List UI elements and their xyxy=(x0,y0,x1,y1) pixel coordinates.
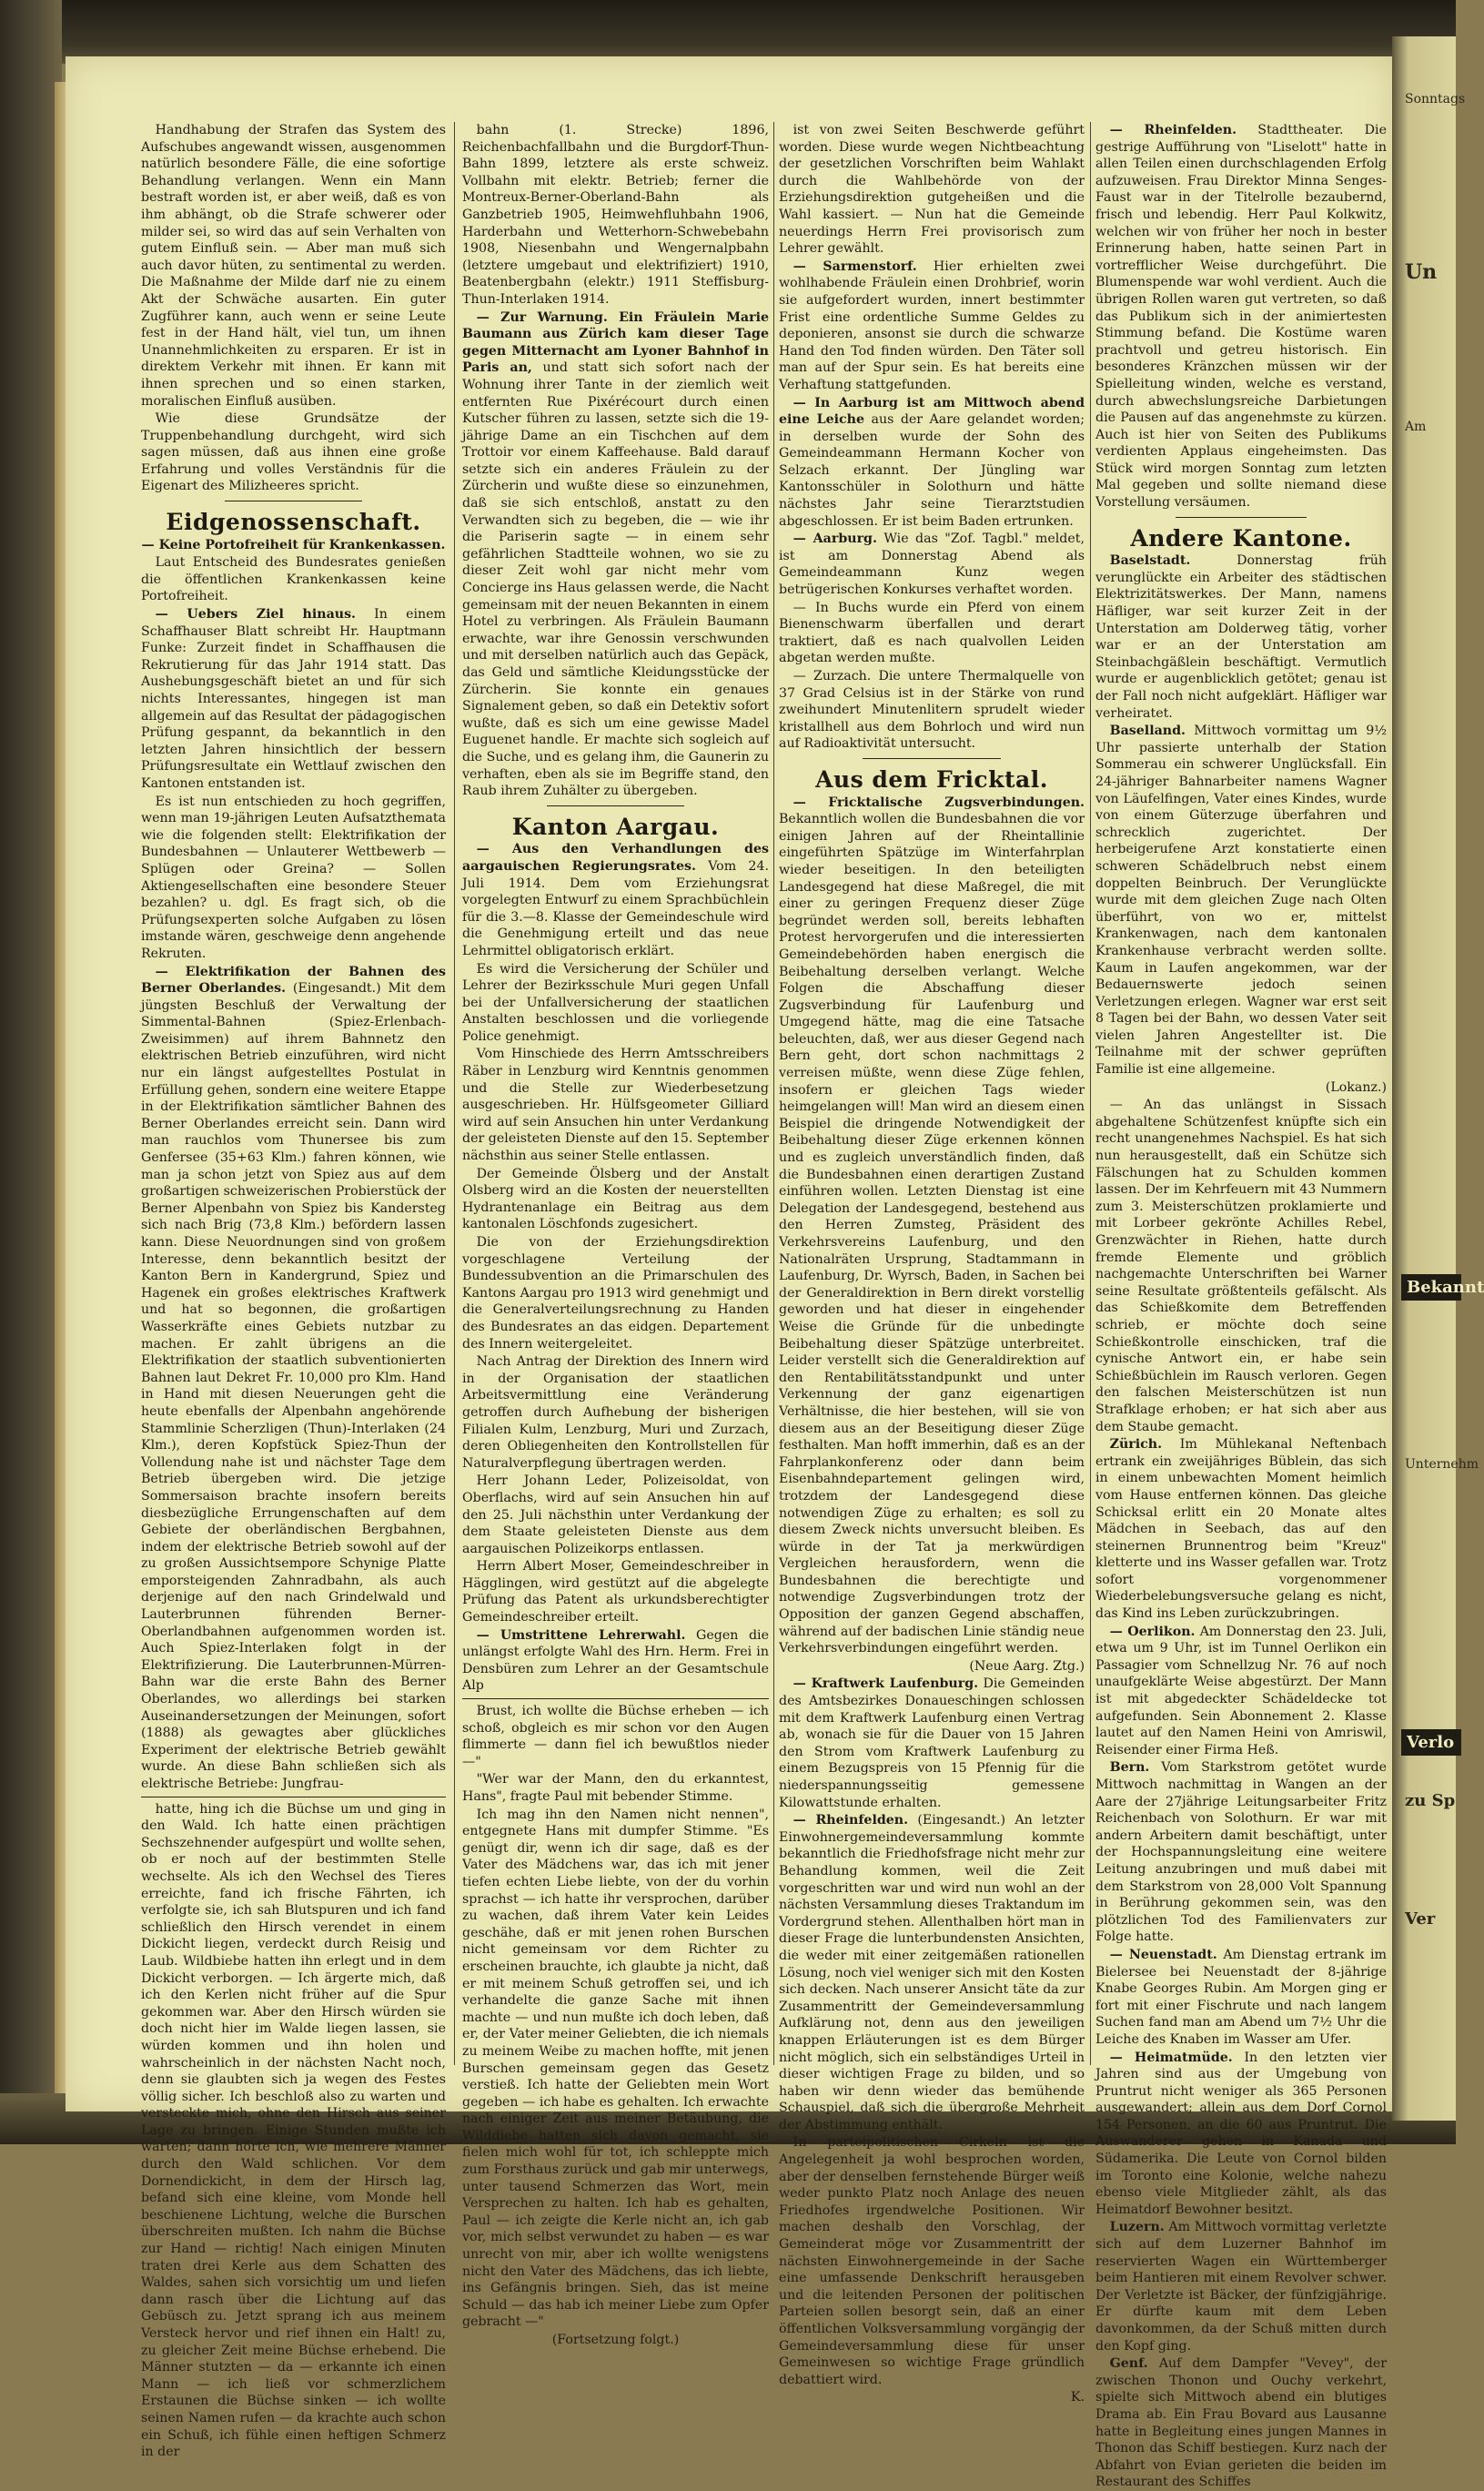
article-text: Die von der Erziehungsdirektion vorgeschlagene Verteilung der Bundessubvention an die Primarschulen des Kantons Aargau pro 1913 wird genehmigt und die Generalverteilungsrechnung zu Handen des Bundesrates an das eidgen. Departement des Innern weitergeleitet. xyxy=(462,1235,769,1352)
section-rule xyxy=(863,758,1000,759)
author-signature: K. xyxy=(1070,2390,1085,2405)
article-lead: Baselstadt. xyxy=(1109,553,1191,569)
article-text: (Eingesandt.) An letzter Einwohnergemeindeversammlung kommte bekanntlich die Friedhofsfrage nicht mehr zur Behandlung kommen, weil die Zeit vorgeschritten war und wird nun wohl an der nächsten Versammlung dieses Traktandum im Vordergrund stehen. Allenthalben hört man in dieser Frage die lunterbundensten Ansichten, die weder mit einer zeitgemäßen rationellen Lösung, noch viel weniger sich mit den Kosten sich decken. Nach unserer Ansicht täte da zur Zusammentritt der Gemeindeversammlung Aufklärung not, denn aus den jeweiligen knappen Erläuterungen ist es dem Bürger nicht möglich, sich ein selbständiges Urteil in dieser wichtigen Frage zu bilden, und so haben wir denn wieder das bemühende Schauspiel, daß sich die übergroße Mehrheit der Abstimmung enthält. xyxy=(779,1813,1085,2132)
article-lead: Luzern. xyxy=(1109,2220,1165,2235)
article-lead: — Zur Warnung. Ein Fräulein Marie Baumann aus Zürich kam dieser Tage gegen Mitternacht am Lyoner Bahnhof in Paris an, xyxy=(462,309,769,376)
article-lead: — Elektrifikation der Bahnen des Berner Oberlandes. xyxy=(141,964,446,997)
article-text: Stadttheater. Die gestrige Aufführung von "Liselott" hatte in allen Teilen einen durchschlagenden Erfolg aufzuweisen. Frau Direktor Minna Senges-Faust war in der Titelrolle bezaubernd, frisch und lebendig. Herr Paul Kolkwitz, welchen wir von früher her noch in bester Erinnerung haben, hatte seinen Part in vortrefflicher Weise durchgeführt. Die Blumenspende war wohl verdient. Auch die übrigen Rollen waren gut vertreten, so daß das Publikum sich in der animiertesten Stimmung befand. Die Kostüme waren prachtvoll und getreu historisch. Ein besonderes Kränzchen müssen wir der Spielleitung winden, welche es verstand, durch abwechslungsreiche Darbietungen die Pausen auf das angenehmste zu kürzen. Auch ist hier von Seiten des Publikums verdienten Applaus eingeheimsten. Das Stück wird morgen Sonntag zum letzten Mal gegeben und sollte niemand diese Vorstellung versäumen. xyxy=(1095,123,1387,511)
article-lead: — Rheinfelden. xyxy=(792,1813,909,1828)
article-lead: — Umstrittene Lehrerwahl. xyxy=(476,1627,686,1643)
edge-fragment: zu Sp xyxy=(1405,1791,1456,1810)
article-text: Vom 24. Juli 1914. Dem vom Erziehungsrat vorgelegten Entwurf zu einem Sprachbüchlein für die 3.—8. Klasse der Gemeindeschule wird die Genehmigung erteilt und das neue Lehrmittel obligatorisch erklärt. xyxy=(462,858,769,958)
article-text: Wie diese Grundsätze der Truppenbehandlung durchgeht, wird sich sagen müssen, daß aus ihnen eine große Erfahrung und volles Verständnis für die Eigenart des Milizheeres spricht. xyxy=(141,411,446,494)
article-lead: — Aus den Verhandlungen des aargauischen Regierungsrates. xyxy=(462,842,769,874)
article-text: Am Dienstag ertrank im Bielersee bei Neuenstadt der 8-jährige Knabe Georges Rubin. Am Morgen ging er fort mit einer Fischrute und nach langem Suchen fand man am Abend um 7½ Uhr die Leiche des Knaben im Wasser am Ufer. xyxy=(1095,1947,1387,2047)
article-text: Es ist nun entschieden zu hoch gegriffen, wenn man 19-jährigen Leuten Aufsatzthemata wie die folgenden stellt: Elektrifikation der Bundesbahnen — Unlauterer Wettbewerb — Splügen oder Greina? — Sollen Aktiengesellschaften eine besondere Steuer bezahlen? u. dgl. Es fragt sich, ob die Prüfungsexperten solche Aufgaben zu lösen imstande wären, geschweige denn angehende Rekruten. xyxy=(141,794,446,961)
article-lead: — Uebers Ziel hinaus. xyxy=(155,607,356,623)
article-lead: — Rheinfelden. xyxy=(1109,123,1237,137)
adjacent-page-edge xyxy=(1392,36,1484,2121)
feuilleton-text: "Wer war der Mann, den du erkanntest, Hans", fragte Paul mit bebender Stimme. xyxy=(462,1772,769,1804)
continuation-note: (Fortsetzung folgt.) xyxy=(551,2333,680,2347)
article-lead: — Keine Portofreiheit für Krankenkassen. xyxy=(141,537,446,552)
scan-top-edge xyxy=(0,0,1456,64)
column-1 xyxy=(141,122,446,2460)
article-text: Mittwoch vormittag um 9½ Uhr passierte unterhalb der Station Sommerau ein schwerer Unglücksfall. Ein 24-jähriger Bahnarbeiter namens Wagner von Läufelfingen, Vater eines Kindes, wurde von einem Güterzuge überfahren und schrecklich zugerichtet. Der herbeigerufene Arzt konstatierte einen schweren Schädelbruch nebst einem doppelten Beinbruch. Der Verunglückte wurde mit dem gleichen Zuge nach Olten überführt, von wo er, mittelst Krankenwagen, nach dem kantonalen Krankenhause verbracht werden sollte. Kaum in Laufen angekommen, war der Bedauernswerte jedoch seinen Verletzungen erlegen. Wagner war erst seit 8 Tagen bei der Bahn, wo dessen Vater seit vielen Jahren Angestellter ist. Die Teilnahme mit der schwer geprüften Familie ist eine allgemeine. xyxy=(1095,724,1388,1078)
article-text: Am Mittwoch vormittag verletzte sich auf dem Luzerner Bahnhof im reservierten Wagen ein Württemberger beim Hantieren mit einem Revolver schwer. Der Verletzte ist Bäcker, der fünfzigjährige. Er dürfte kaum mit dem Leben davonkommen, da der Schuß mitten durch den Kopf ging. xyxy=(1095,2220,1387,2354)
section-heading: Andere Kantone. xyxy=(1130,524,1352,552)
column-4 xyxy=(1095,122,1388,2490)
edge-fragment: Am xyxy=(1405,420,1427,434)
scan-left-shadow xyxy=(0,0,62,2144)
article-text: Herrn Albert Moser, Gemeindeschreiber in Hägglingen, wird gestützt auf die abgelegte Prüfung das Patent als urkundsberechtigter Gemeindeschreiber erteilt. xyxy=(462,1559,769,1625)
article-text: Der Gemeinde Ölsberg und der Anstalt Olsberg wird an die Kosten der neuerstellten Hydrantenanlage ein Beitrag aus dem kantonalen Löschfonds zugesichert. xyxy=(462,1166,769,1232)
source-note: (Lokanz.) xyxy=(1325,1079,1387,1095)
article-text: Nach Antrag der Direktion des Innern wird in der Organisation der staatlichen Arbeitsvermittlung eine Veränderung getroffen durch Aufhebung der bisherigen Filialen Kulm, Lenzburg, Muri und Zurzach, deren Obliegenheiten den Kontrollstellen für Naturalverpflegung übertragen werden. xyxy=(462,1354,769,1471)
article-text: Vom Hinschiede des Herrn Amtsschreibers Räber in Lenzburg wird Kenntnis genommen und die Stelle zur Wiederbesetzung ausgeschrieben. Hr. Hülfsgeometer Gilliard wird auf sein Ansuchen hin unter Verdankung der geleisteten Dienste auf den 15. September nächsthin aus seiner Stelle entlassen. xyxy=(462,1047,769,1164)
article-text: Gegen die unlängst erfolgte Wahl des Hrn. Herm. Frei in Densbüren zum Lehrer an der Gesamtschule Alp xyxy=(462,1627,769,1694)
article-text: Auf dem Dampfer "Vevey", der zwischen Thonon und Ouchy verkehrt, spielte sich Mittwoch abend ein blutiges Drama ab. Ein Frau Bovard aus Lausanne hatte in Begleitung eines jungen Mannes in Thonon das Schiff bestiegen. Kurz nach der Abfahrt von Evian gerieten die beiden im Restaurant des Schiffes xyxy=(1095,2356,1387,2490)
section-heading: Aus dem Fricktal. xyxy=(815,765,1048,793)
section-rule xyxy=(547,805,685,806)
article-text: Hier erhielten zwei wohlhabende Fräulein einen Drohbrief, worin sie aufgefordert wurden, innert bestimmter Frist eine ordentliche Summe Geldes zu deponieren, ansonst sie durch die schwarze Hand den Tod finden würden. Den Täter soll man auf der Spur sein. Es hat bereits eine Verhaftung stattgefunden. xyxy=(779,258,1085,392)
column-divider xyxy=(454,122,455,2065)
section-heading: Eidgenossenschaft. xyxy=(166,509,421,536)
article-lead: — In Aarburg ist am Mittwoch abend eine Leiche xyxy=(779,395,1085,428)
article-text: Bekanntlich wollen die Bundesbahnen die vor einigen Jahren auf der Rheintallinie eingeführten Spätzüge im Winterfahrplan wieder beseitigen. In den beteiligten Landesgegend hat diese Maßregel, die mit einer zu geringen Frequenz dieser Züge begründet werden soll, bereits lebhaften Protest hervorgerufen und die interessierten Gemeindebehörden haben energisch die Beibehaltung derselben verlangt. Welche Folgen die Abschaffung dieser Zugsverbindung für Laufenburg und Umgegend hätte, mag die eine Tatsache beleuchten, daß, wer aus dieser Gegend nach Bern geht, dort schon nachmittags 2 verreisen müßte, wenn diese Züge fehlen, insofern er gleichen Tags wieder heimgelangen will! Man wird an diesem einen Beispiel die dringende Notwendigkeit der Beibehaltung dieser Züge erkennen können und es zugleich unverständlich finden, daß die Bundesbahnen einen derartigen Zustand einführen wollen. Letzten Dienstag ist eine Delegation der Landesgegend, bestehend aus den Herren Zumsteg, Präsident des Verkehrsvereins Laufenburg, und den Nationalräten Ursprung, Stadtammann in Laufenburg, Dr. Wyrsch, Baden, in Sachen bei der Generaldirektion in Bern direkt vorstellig geworden und hat dieser in eingehender Weise die Gründe für die unbedingte Beibehaltung dieser Spätzüge unterbreitet. Leider verstellt sich die Generaldirektion auf den Rentabilitätsstandpunkt und unter Verkennung der ganz eigenartigen Verhältnisse, die hier bestehen, will sie von diesem aus an der Beseitigung dieser Züge festhalten. Man hofft immerhin, daß es an der Fahrplankonferenz oder dann beim Eisenbahndepartement gelingen wird, trotzdem der Landesgegend diese notwendigen Züge zu erhalten; es soll zu diesem Zweck nichts unversucht bleiben. Es würde in der Tat ja merkwürdigen Vergleichen herausfordern, wenn die Bundesbahnen die berechtigte und notwendige Zugsverbindungen trotz der Opposition der ganzen Gegend abschaffen, während auf der badischen Linie ständig neue Verkehrsverbindungen eingeführt werden. xyxy=(779,812,1085,1656)
edge-fragment: Unternehm xyxy=(1405,1457,1479,1472)
article-lead: — Kraftwerk Laufenburg. xyxy=(792,1676,979,1692)
edge-fragment: Un xyxy=(1405,260,1438,284)
feuilleton-rule xyxy=(462,1698,769,1699)
column-divider xyxy=(773,122,774,2065)
article-text: In einem Schaffhauser Blatt schreibt Hr. Hauptmann Funke: Zurzeit findet in Schaffhausen die Rekrutierung für das Jahr 1914 statt. Das Aushebungsgeschäft bietet an und für sich nichts Interessantes, hingegen ist man allgemein auf das Resultat der pädagogischen Prüfung gespannt, da bekanntlich in den letzten Jahren hinsichtlich der bessern Prüfungsresultate ein Wettlauf zwischen den Kantonen entstanden ist. xyxy=(141,607,446,791)
edge-fragment: Sonntags xyxy=(1405,92,1466,106)
column-divider xyxy=(1090,122,1091,2065)
feuilleton-text: Ich mag ihn den Namen nicht nennen", entgegnete Hans mit dumpfer Stimme. "Es genügt dir, wenn ich dir sage, daß es der Vater des Mädchens war, das ich mit jener tiefen echten Liebe liebte, von der du vorhin sprachst — ich hatte ihr versprochen, darüber zu wachen, daß ihrem Vater kein Leides geschähe, daß er mit jenen rohen Burschen nicht gemeinsam vor dem Richter zu erscheinen brauchte, ich glaubte ja nicht, daß er mit meinem Schuß getroffen sei, und ich verhandelte die ganze Sache mit ihnen machte — und nun mußte ich doch leben, daß er, der Vater meiner Geliebten, die ich niemals zu meinem Weibe zu machen hoffte, mit jenen Burschen gemeinsam gegen das Gesetz verstieß. Ich hatte der Geliebten mein Wort gegeben — ich habe es gehalten. Ich erwachte nach einiger Zeit aus meiner Betäubung, die Wilddiebe hatten sich davon gemacht, sie fielen mich wohl für tot, ich schleppte mich zum Forsthaus zurück und gab mir unterwegs, unter tausend Schmerzen das Wort, mein Versprechen zu halten. Ich hab es gehalten, Paul — ich zeigte die Kerle nicht an, ich gab vor, mich selbst verwundet zu haben — es war unrecht von mir, aber ich wollte wenigstens nicht den Vater des Mädchens, das ich liebte, ins Gefängnis bringen. Sieh, das ist meine Schuld — das hab ich meiner Liebe zum Opfer gebracht —" xyxy=(462,1807,769,2330)
edge-ad-box: Verlo xyxy=(1401,1729,1461,1756)
article-text: Im Mühlekanal Neftenbach ertrank ein zweijähriges Büblein, das sich in einem unbewachten Moment heimlich vom Hause entfernen können. Das gleiche Schicksal erlitt ein 20 Monate altes Mädchen in Seebach, das auf den steinernen Brunnentrog beim "Kreuz" kletterte und ins Wasser gefallen war. Trotz sofort vorgenommener Wiederbelebungsversuche gelang es nicht, das Kind ins Leben zurückzubringen. xyxy=(1095,1437,1387,1622)
article-lead: Zürich. xyxy=(1109,1437,1163,1453)
article-lead: — Oerlikon. xyxy=(1109,1624,1196,1639)
article-lead: Bern. xyxy=(1109,1760,1150,1776)
section-rule xyxy=(1176,517,1307,518)
article-text: — An das unlängst in Sissach abgehaltene Schützenfest knüpfte sich ein recht unangenehmes Nachspiel. Es hat sich nun herausgestellt, daß ein Schütze sich Fälschungen hat zu Schulden kommen lassen. Der im Kehrfeuern mit 43 Nummern zum 3. Meisterschützen proklamierte und mit Lorbeer gekrönte Achilles Rebel, Grenzwächter in Riehen, hatte durch fremde Elemente und gröblich nachgemachte Unterschriften bei Warner seine Resultate größtenteils gefälscht. Als das Schießkomite dem Betreffenden schrieb, er möchte doch seine Schießkontrolle einschicken, traf die cynische Antwort ein, er habe sein Schießbüchlein im Rausch verloren. Gegen den falschen Meisterschützen ist nun Strafklage erhoben; er hat sich aber aus dem Staube gemacht. xyxy=(1095,1098,1387,1434)
article-text: In parteipolitischen Cirkeln ist die Angelegenheit ja wohl besprochen worden, aber der denselben fernstehende Bürger weiß weder punkto Platz noch Anlage des neuen Friedhofes irgendwelche Positionen. Wir machen deshalb den Vorschlag, der Gemeinderat möge vor Zusammentritt der nächsten Einwohnergemeinde in der Sache eine umfassende Denkschrift herausgeben und die leitenden Personen der politischen Parteien sollen besorgt sein, daß an einer öffentlichen Volksversammlung vorgängig der Gemeindeversammlung diese für unser Gemeinwesen so wichtige Frage gründlich debattiert wird. xyxy=(779,2135,1085,2387)
article-text: Die Gemeinden des Amtsbezirkes Donaueschingen schlossen mit dem Kraftwerk Laufenburg einen Vertrag ab, wonach sie für die Dauer von 15 Jahren den Strom vom Kraftwerk Laufenburg zu einem Bezugspreis von 15 Pfennig für die niederspannungsseitig gemessene Kilowattstunde erhalten. xyxy=(779,1676,1085,1810)
edge-fragment: Ver xyxy=(1405,1909,1436,1929)
article-text: (Eingesandt.) Mit dem jüngsten Beschluß der Verwaltung der Simmental-Bahnen (Spiez-Erlenbach-Zweisimmen) auf ihrem Bahnnetz den elektrischen Betrieb einzuführen, wird nicht nur ein längst aufgestelltes Postulat in Erfüllung gehen, sondern eine weitere Etappe in der Elektrifikation sämtlicher Bahnen des Berner Oberlandes erreicht sein. Dann wird man rauchlos vom Thunersee bis zum Genfersee (35+63 Klm.) fahren können, wie man ja schon jetzt von Spiez aus auf dem großartigen schweizerischen Probierstück der Berner Alpenbahn von Spiez bis Kandersteg sich nach Brig (73,8 Klm.) befördern lassen kann. Diese Neuordnungen sind von großem Interesse, denn bekanntlich besitzt der Kanton Bern in Kandergrund, Spiez und Hagenek ein großes elektrisches Kraftwerk und hat so begonnen, die großartigen Wasserkräfte eines Gebiets nutzbar zu machen. Er zahlt übrigens an die Elektrifikation der staatlich subventionierten Bahnen laut Dekret Fr. 10,000 pro Klm. Hand in Hand mit diesen Neuerungen geht die heute ebenfalls der Alpenbahn angehörende Stammlinie Scherzligen (Thun)-Interlaken (24 Klm.), deren Kopfstück Spiez-Thun der Vollendung nahe ist und nächster Tage dem Betrieb übergeben wird. Die jetzige Sommersaison brachte insofern bereits diesbezügliche Errungenschaften auf dem Gebiete der oberländischen Bergbahnen, indem der elektrische Betrieb sowohl auf der zu großen Aussichtsempore Schynige Platte emporsteigenden Zahnradbahn, als auch derjenige auf den nach Grindelwald und Lauterbrunnen führenden Berner-Oberlandbahnen aufgenommen worden ist. Auch Spiez-Interlaken folgt in der Elektrifizierung. Die Lauterbrunnen-Mürren-Bahn war die erste Bahn des Berner Oberlandes, wo allerdings bei starken Auseinandersetzungen der Meinungen, sofort (1888) als gewagtes aber glückliches Experiment der elektrische Betrieb gewählt wurde. An diese Bahn schließen sich als elektrische Betriebe: Jungfrau- xyxy=(141,981,446,1791)
article-text: aus der Aare gelandet worden; in derselben wurde der Sohn des Gemeindeammann Hermann Kocher von Selzach erkannt. Der Jüngling war Kantonsschüler in Solothurn und hätte nächstes Jahr seine Tierarztstudien abgeschlossen. Er ist beim Baden ertrunken. xyxy=(779,412,1085,529)
article-lead: — Neuenstadt. xyxy=(1109,1947,1217,1962)
article-lead: Genf. xyxy=(1109,2356,1148,2372)
article-text: Vom Starkstrom getötet wurde Mittwoch nachmittag in Wangen an der Aare der 27jährige Leitungsarbeiter Fritz Reichenbach von Solothurn. Er war mit andern Arbeitern damit beschäftigt, unter der Hochspannungsleitung eine weitere Leitung anzubringen und muß dabei mit dem Starkstrom von 28,000 Volt Spannung in Berührung gekommen sein, was den plötzlichen Tod des Familienvaters zur Folge hatte. xyxy=(1095,1760,1387,1945)
article-lead: — Heimatmüde. xyxy=(1109,2050,1233,2065)
article-text: und statt sich sofort nach der Wohnung ihrer Tante in der ziemlich weit entfernten Rue Pixérécourt durch einen Kutscher führen zu lassen, setzte sich die 19-jährige Dame an ein Tischchen auf dem Trottoir vor einem Kaffeehause. Bald darauf setzte sich ein anderes Fräulein zu der Zürcherin und wußte diese so einzunehmen, daß sie sich entschloß, anstatt zu den Verwandten sich zu begeben, die — wie ihr die Pariserin sagte — in einem sehr gefährlichen Stadtteile wohnen, wo sie zu dieser Zeit wohl gar nicht mehr vom Concierge ins Haus gelassen werde, die Nacht gemeinsam mit der neuen Bekannten in einem Hotel zu verbringen. Als Fräulein Baumann erwachte, war ihre Genossin verschwunden und mit derselben natürlich auch das Gepäck, das Geld und sämtliche Kleidungsstücke der Zürcherin. Sie konnte ein genaues Signalement geben, so daß ein Detektiv sofort wußte, daß es sich um eine gewisse Madel Euguenet handle. Er machte sich sogleich auf die Suche, und es gelang ihm, die Gaunerin zu verhaften, eben als sie im Begriffe stand, den Raub ihrem Zuhälter zu übergeben. xyxy=(462,360,769,799)
article-text: Handhabung der Strafen das System des Aufschubes angewandt wissen, ausgenommen natürlich besondere Fälle, die eine sofortige Behandlung verlangen. Wenn ein Mann bestraft worden ist, er aber weiß, daß es von ihm abhängt, ob die Strafe schwerer oder milder sei, so wird das auf sein Verhalten von gutem Einfluß sein. — Aber man muß sich auch davor hüten, zu sentimental zu werden. Die Maßnahme der Milde darf nie zu einem Akt der Schwäche ausarten. Ein guter Zugführer kann, auch wenn er seine Leute fest in der Hand hält, viel tun, um ihnen Unannehmlichkeiten zu ersparen. Er ist in direktem Verkehr mit ihnen. Er kann mit ihnen sprechen und so einen starken, moralischen Einfluß ausüben. xyxy=(141,123,446,409)
column-2 xyxy=(462,122,769,2347)
article-text: Wie das "Zof. Tagbl." meldet, ist am Donnerstag Abend als Gemeindeammann Kunz wegen betrügerischen Konkurses verhaftet worden. xyxy=(779,532,1085,598)
article-lead: — Sarmenstorf. xyxy=(792,258,917,274)
feuilleton-text: hatte, hing ich die Büchse um und ging in den Wald. Ich hatte einen prächtigen Sechszehnender aufgespürt und wollte sehen, ob er noch auf der bestimmten Stelle wechselte. Als ich den Wechsel des Tieres erreichte, fand ich frische Fährten, ich verfolgte sie, ich sah Blutspuren und ich fand schließlich den Hirsch verendet in einem Dickicht liegen, verdeckt durch Reisig und Laub. Wildbiebe hatten ihn erlegt und in dem Dickicht verborgen. — Ich ärgerte mich, daß ich den Kerlen nicht früher auf die Spur gekommen war. Aber den Hirsch würden sie doch nicht hier im Walde liegen lassen, sie würden kommen und ihn holen und wahrscheinlich in der nächsten Nacht noch, denn sie glaubten sich ja wegen des Festes völlig sicher. Ich beschloß also zu warten und versteckte mich, ohne den Hirsch aus seiner Lage zu bringen. Einige Stunden mußte ich warten; dann hörte ich, wie mehrere Männer durch den Wald schlichen. Vor dem Dornendickicht, in dem der Hirsch lag, befand sich eine kleine, vom Monde hell beschienene Lichtung, welche die Burschen überschreiten mußten. Ich nahm die Büchse zur Hand — richtig! Nach einigen Minuten traten drei Kerle aus dem Schatten des Waldes, sahen sich vorsichtig um und liefen dann rasch über die Lichtung auf das Gebüsch zu. Jetzt sprang ich aus meinem Versteck hervor und rief ihnen ein Halt! zu, zu gleicher Zeit meine Büchse erhebend. Die Männer stutzten — da — erkannte ich einen Mann — ich ließ vor schmerzlichem Erstaunen die Büchse sinken — ich wollte seinen Namen rufen — da krachte auch schon ein Schuß, ich fühle einen heftigen Schmerz in der xyxy=(141,1801,446,2460)
article-text: bahn (1. Strecke) 1896, Reichenbachfallbahn und die Burgdorf-Thun-Bahn 1899, letztere als erste schweiz. Vollbahn mit elektr. Betrieb; ferner die Montreux-Berner-Oberland-Bahn als Ganzbetrieb 1905, Heimwehfluhbahn 1906, Harderbahn und Wetterhorn-Schwebebahn 1908, Niesenbahn und Wengernalpbahn (letztere umgebaut und elektrifiziert) 1910, Beatenbergbahn (elektr.) 1911 Steffisburg-Thun-Interlaken 1914. xyxy=(462,123,769,307)
article-text: In den letzten vier Jahren sind aus der Umgebung von Pruntrut nicht weniger als 365 Personen ausgewandert; allein aus dem Dorf Cornol 154 Personen, an die 60 aus Pruntrut. Die Auswanderer gehen in Kanada und Südamerika. Die Leute von Cornol bilden im Toronto eine Kolonie, welche nahezu ebenso viele Mitglieder zählt, als das Heimatdorf Bewohner besitzt. xyxy=(1095,2050,1388,2217)
article-lead: — Aarburg. xyxy=(792,532,877,547)
section-heading: Kanton Aargau. xyxy=(511,813,720,840)
edge-ad-box: Bekannt xyxy=(1401,1274,1461,1301)
source-note: (Neue Aarg. Ztg.) xyxy=(969,1658,1085,1674)
column-3 xyxy=(779,122,1085,2405)
feuilleton-text: Brust, ich wollte die Büchse erheben — ich schoß, obgleich es mir schon vor den Augen flimmerte — dann fiel ich bewußtlos nieder —" xyxy=(462,1704,769,1769)
article-text: Laut Entscheid des Bundesrates genießen die öffentlichen Krankenkassen keine Portofreiheit. xyxy=(141,555,446,604)
article-lead: Baselland. xyxy=(1109,724,1186,739)
article-text: Donnerstag früh verunglückte ein Arbeiter des städtischen Elektrizitätswerkes. Der Mann, namens Häfliger, war seit kurzer Zeit in der Unterstation am Dolderweg tätig, vorher war er an der Unterstation am Steinbachgäßlein beschäftigt. Vermutlich wurde er augenblicklich getötet; genau ist der Fall noch nicht aufgeklärt. Häfliger war verheiratet. xyxy=(1095,553,1387,721)
article-text: Herr Johann Leder, Polizeisoldat, von Oberflachs, wird auf sein Ansuchen hin auf den 25. Juli nächsthin unter Verdankung der dem Staate geleisteten Dienste aus dem aargauischen Polizeikorps entlassen. xyxy=(462,1473,769,1556)
article-text: — In Buchs wurde ein Pferd von einem Bienenschwarm überfallen und derart traktiert, daß es nach qualvollen Leiden abgetan werden mußte. xyxy=(779,600,1085,666)
article-text: Es wird die Versicherung der Schüler und Lehrer der Bezirksschule Muri gegen Unfall bei der Unfallversicherung der staatlichen Anstalten beschlossen und die vorliegende Police genehmigt. xyxy=(462,961,769,1044)
article-text: Am Donnerstag den 23. Juli, etwa um 9 Uhr, ist im Tunnel Oerlikon ein Passagier vom Schnellzug Nr. 76 auf noch unaufgeklärte Weise abgestürzt. Der Mann ist mit abgedeckter Schädeldecke tot aufgefunden. Sein Abonnement 2. Klasse lautet auf den Namen Heini von Amriswil, Reisender einer Firma Heß. xyxy=(1095,1624,1387,1757)
article-text: — Zurzach. Die untere Thermalquelle von 37 Grad Celsius ist in der Stärke von rund zweihundert Minutenlitern sprudelt wieder kristallhell aus dem Bohrloch und wird nun auf Radioaktivität untersucht. xyxy=(779,669,1085,752)
article-lead: — Fricktalische Zugsverbindungen. xyxy=(792,795,1085,810)
article-text: ist von zwei Seiten Beschwerde geführt worden. Diese wurde wegen Nichtbeachtung der gesetzlichen Vorschriften beim Wahlakt durch die Wahlbehörde von der Erziehungsdirektion gutgeheißen und die Wahl kassiert. — Nun hat die Gemeinde neuerdings Herrn Frei provisorisch zum Lehrer gewählt. xyxy=(779,123,1085,257)
